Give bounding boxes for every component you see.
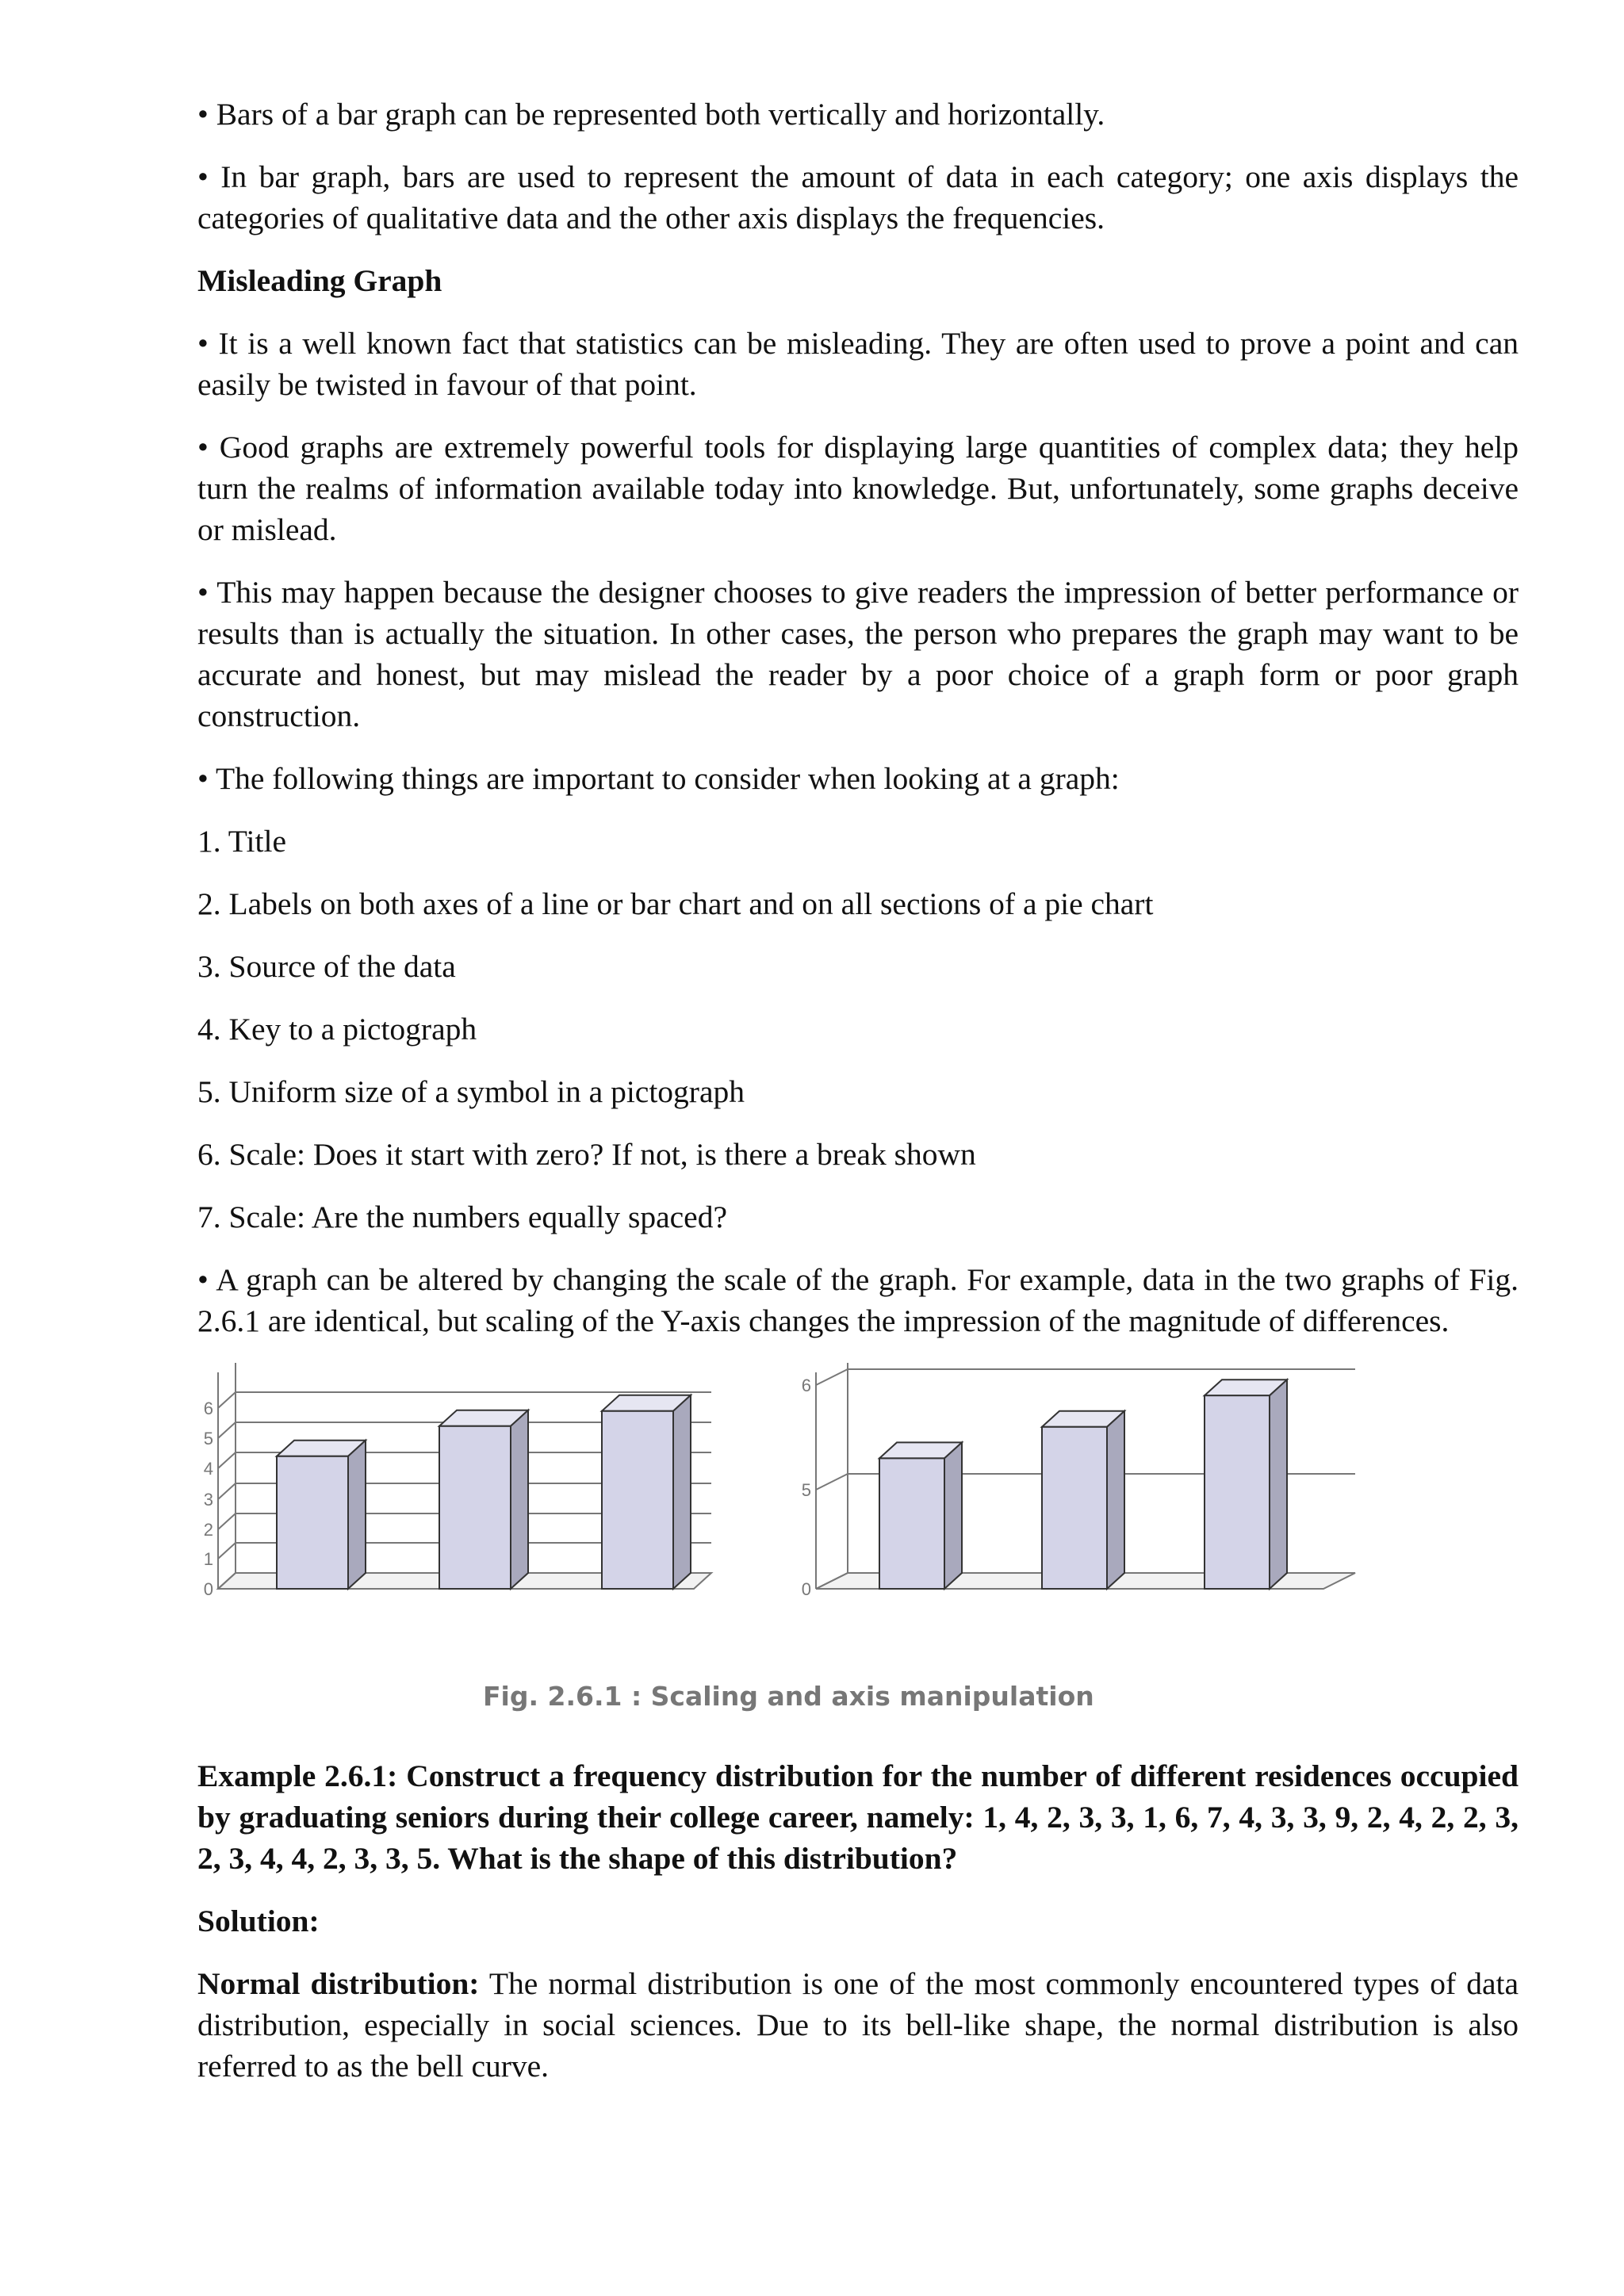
bar [1042, 1427, 1107, 1589]
gridline-diagonal [218, 1543, 236, 1559]
example-text: Example 2.6.1: Construct a frequency distribution for the number of different residences occupied by graduating seniors during their college career, namely: 1, 4, 2, 3, 3, 1, 6, 7, 4, 3, 3, 9, 2, 4, 2, 2, 3, 2, 3, 4, 4, 2, 3, 3, 5. What is the shape of this distribution? [197, 1758, 1519, 1876]
bar-chart-right [800, 1363, 1403, 1668]
bar [879, 1458, 944, 1589]
paragraph-misleading-fact: • It is a well known fact that statistics can be misleading. They are often used to prove a point and can easily be twisted in favour of that point. [197, 326, 1519, 402]
bar [602, 1411, 673, 1589]
bar [277, 1456, 348, 1589]
figure-caption: Fig. 2.6.1 : Scaling and axis manipulation [483, 1681, 1094, 1712]
paragraph-consider-intro: • The following things are important to consider when looking at a graph: [197, 761, 1120, 796]
normal-label: Normal distribution: [197, 1966, 480, 2001]
bar-side [673, 1395, 691, 1589]
bar-side [1270, 1380, 1287, 1589]
gridline-diagonal [218, 1483, 236, 1499]
paragraph-bar-definition: • In bar graph, bars are used to represent the amount of data in each category; one axis displays the categories of qualitative data and the other axis displays the frequencies. [197, 159, 1519, 235]
list-item: 3. Source of the data [197, 949, 456, 984]
y-tick-label: 2 [203, 1520, 213, 1540]
bar-chart-left [197, 1363, 768, 1668]
list-item: 1. Title [197, 824, 286, 859]
y-tick-label: 5 [801, 1480, 811, 1500]
paragraph-scale: • A graph can be altered by changing the scale of the graph. For example, data in the two graphs of Fig. 2.6.1 are identical, but scaling of the Y-axis changes the impression of the magnitude of differences. [197, 1262, 1519, 1338]
normal-text: The normal distribution is one of the most commonly encountered types of data distribution, especially in social sciences. Due to its bell-like shape, the normal distribution is also referred to as the bell curve. [197, 1966, 1519, 2084]
paragraph-normal-distribution [197, 1963, 1519, 2087]
list-item: 2. Labels on both axes of a line or bar chart and on all sections of a pie chart [197, 886, 1154, 921]
gridline-diagonal [816, 1474, 848, 1490]
list-item: 7. Scale: Are the numbers equally spaced? [197, 1200, 727, 1234]
gridline-diagonal [218, 1513, 236, 1529]
list-item: 5. Uniform size of a symbol in a pictograph [197, 1074, 745, 1109]
y-tick-label: 4 [203, 1459, 213, 1479]
paragraph-good-graphs: • Good graphs are extremely powerful tools for displaying large quantities of complex data; they help turn the realms of information available today into knowledge. But, unfortunately, some graphs deceive or mislead. [197, 430, 1519, 547]
bar-side [1107, 1411, 1124, 1589]
document-page [197, 94, 1519, 2108]
y-tick-label: 0 [801, 1579, 811, 1599]
y-tick-label: 0 [203, 1579, 213, 1599]
bar-side [348, 1441, 366, 1589]
gridline-diagonal [218, 1392, 236, 1408]
y-tick-label: 5 [203, 1429, 213, 1448]
bar-side [511, 1410, 528, 1589]
y-tick-label: 6 [203, 1399, 213, 1418]
paragraph-designer: • This may happen because the designer chooses to give readers the impression of better performance or results than is actually the situation. In other cases, the person who prepares the graph may want to be accurate and honest, but may mislead the reader by a poor choice of a graph form or poor graph construction. [197, 575, 1519, 733]
y-tick-label: 3 [203, 1490, 213, 1510]
section-heading: Misleading Graph [197, 263, 442, 298]
gridline-diagonal [816, 1369, 848, 1385]
gridline-diagonal [218, 1452, 236, 1468]
list-item: 6. Scale: Does it start with zero? If not, is there a break shown [197, 1137, 976, 1172]
list-item: 4. Key to a pictograph [197, 1012, 477, 1047]
bar [1205, 1395, 1270, 1589]
bar-side [944, 1442, 962, 1589]
figure-scaling [197, 1363, 1519, 1668]
gridline-diagonal [218, 1422, 236, 1438]
bar [439, 1426, 511, 1589]
y-tick-label: 6 [801, 1376, 811, 1395]
solution-label: Solution: [197, 1904, 320, 1938]
paragraph-bar-orientation: • Bars of a bar graph can be represented both vertically and horizontally. [197, 97, 1105, 132]
y-tick-label: 1 [203, 1549, 213, 1569]
